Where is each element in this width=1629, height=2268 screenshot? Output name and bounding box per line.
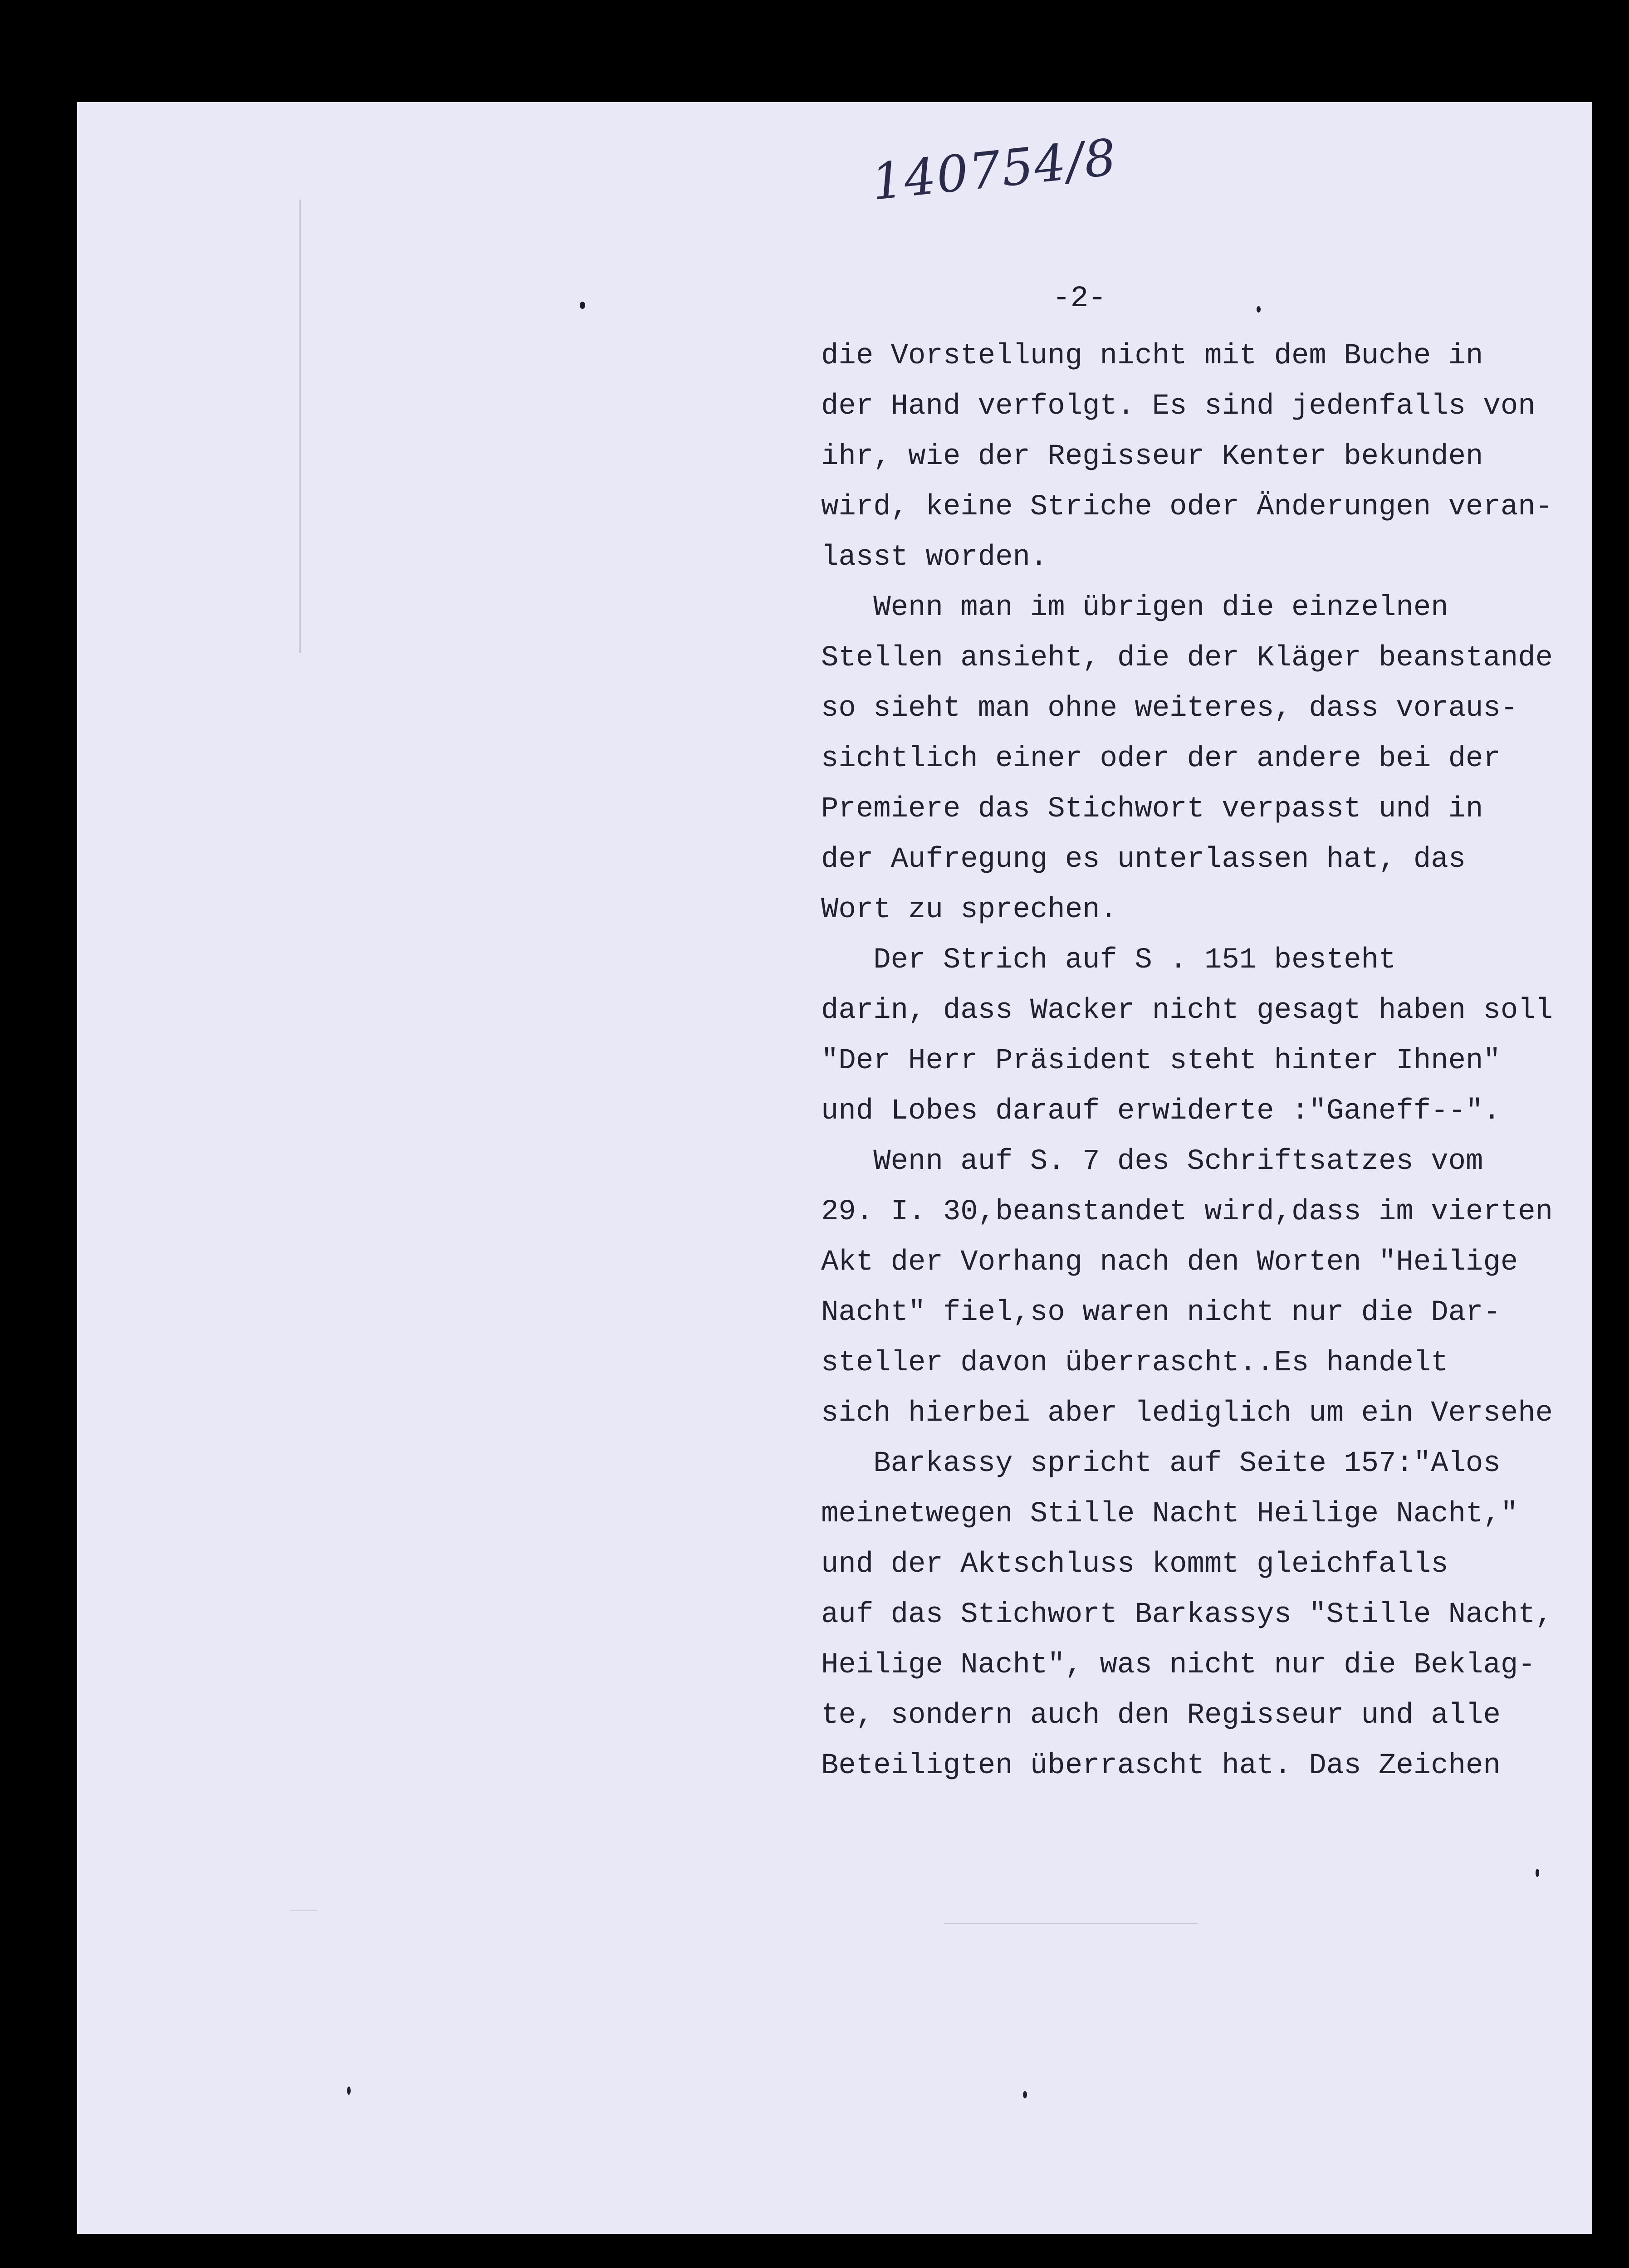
text-line: Wort zu sprechen. <box>821 894 1117 926</box>
text-line: Premiere das Stichwort verpasst und in <box>821 793 1483 826</box>
scan-speck <box>580 302 585 309</box>
text-line: te, sondern auch den Regisseur und alle <box>821 1699 1501 1732</box>
scan-streak <box>944 1923 1198 1924</box>
archive-number: 140754/8 <box>868 127 1120 212</box>
text-line: lasst worden. <box>821 541 1048 574</box>
text-line: der Aufregung es unterlassen hat, das <box>821 843 1466 876</box>
page-number: -2- <box>1052 281 1106 315</box>
text-line: die Vorstellung nicht mit dem Buche in <box>821 340 1483 372</box>
text-line: der Hand verfolgt. Es sind jedenfalls von <box>821 390 1536 423</box>
text-line: Wenn man im übrigen die einzelnen <box>821 591 1448 624</box>
text-line: steller davon überrascht..Es handelt <box>821 1347 1448 1379</box>
text-line: und der Aktschluss kommt gleichfalls <box>821 1548 1448 1581</box>
text-line: auf das Stichwort Barkassys "Stille Nacht, <box>821 1598 1553 1631</box>
scan-streak <box>290 1910 318 1911</box>
text-line: Akt der Vorhang nach den Worten "Heilige <box>821 1246 1518 1279</box>
text-line: ihr, wie der Regisseur Kenter bekunden <box>821 440 1483 473</box>
text-line: wird, keine Striche oder Änderungen veran- <box>821 491 1553 523</box>
text-line: Der Strich auf S . 151 besteht <box>821 944 1396 977</box>
text-line: darin, dass Wacker nicht gesagt haben soll <box>821 994 1553 1027</box>
text-line: Nacht" fiel,so waren nicht nur die Dar- <box>821 1296 1501 1329</box>
margin-mark <box>299 200 301 653</box>
scan-speck <box>347 2087 351 2095</box>
scan-speck <box>1536 1869 1539 1877</box>
text-line: sich hierbei aber lediglich um ein Versehe <box>821 1397 1553 1430</box>
text-line: Heilige Nacht", was nicht nur die Beklag- <box>821 1649 1536 1681</box>
text-line: und Lobes darauf erwiderte :"Ganeff--". <box>821 1095 1501 1128</box>
text-line: Barkassy spricht auf Seite 157:"Alos <box>821 1447 1501 1480</box>
text-line: so sieht man ohne weiteres, dass voraus- <box>821 692 1518 725</box>
scan-speck <box>1023 2091 1027 2098</box>
document-body <box>821 331 1565 1791</box>
text-line: Wenn auf S. 7 des Schriftsatzes vom <box>821 1145 1483 1178</box>
text-line: Stellen ansieht, die der Kläger beanstande <box>821 642 1553 675</box>
text-line: "Der Herr Präsident steht hinter Ihnen" <box>821 1045 1501 1077</box>
text-line: 29. I. 30,beanstandet wird,dass im vierten <box>821 1196 1553 1228</box>
scan-speck <box>1257 306 1261 313</box>
text-line: meinetwegen Stille Nacht Heilige Nacht," <box>821 1498 1518 1530</box>
text-line: sichtlich einer oder der andere bei der <box>821 743 1501 775</box>
text-line: Beteiligten überrascht hat. Das Zeichen <box>821 1750 1501 1782</box>
